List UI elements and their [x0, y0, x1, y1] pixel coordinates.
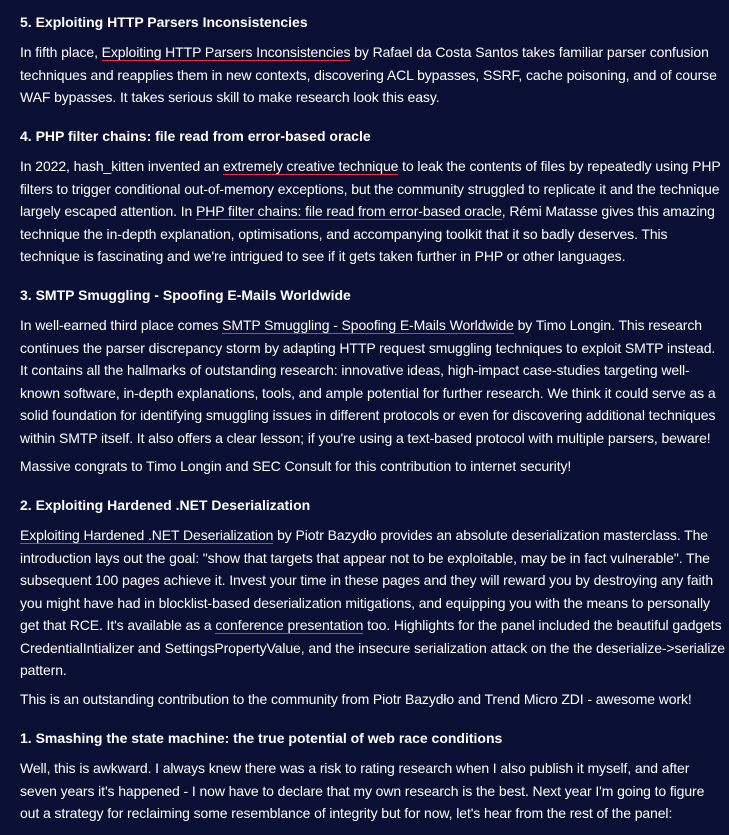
section-paragraph [20, 757, 725, 825]
paragraph-text: In 2022, hash_kitten invented an [20, 158, 223, 174]
paragraph-text: Well, this is awkward. I always knew there was a risk to rating research when I also publish it myself, and after seven years it's happened - I now have to declare that my own research is the best. Next year I'm going to figure out a strategy for reclaiming some resemblance of integrity but for now, let's hear from the rest of the panel: [20, 760, 705, 821]
section-paragraph [20, 524, 725, 682]
article-link[interactable]: conference presentation [215, 617, 364, 633]
section-heading: 1. Smashing the state machine: the true potential of web race conditions [20, 730, 503, 746]
section-5 [20, 14, 725, 109]
article-link[interactable]: extremely creative technique [222, 158, 399, 174]
paragraph-text: Massive congrats to Timo Longin and SEC Consult for this contribution to internet security! [20, 458, 572, 474]
paragraph-text: In fifth place, [20, 44, 102, 60]
section-paragraph [20, 688, 725, 711]
section-paragraph [20, 314, 725, 449]
article-link[interactable]: SMTP Smuggling - Spoofing E-Mails Worldwide [222, 317, 514, 333]
section-4 [20, 128, 725, 268]
article-link[interactable]: Exploiting HTTP Parsers Inconsistencies [101, 44, 351, 60]
paragraph-text: This is an outstanding contribution to the community from Piotr Bazydło and Trend Micro ZDI - awesome work! [20, 690, 692, 707]
paragraph-text: , Rémi Matasse gives this amazing technique the in-depth explanation, optimisations, and accompanying toolkit that it so badly deserves. This technique is fascinating and we're intrigued to see if it gets taken further in PHP or other languages. [20, 203, 715, 264]
section-paragraph [20, 155, 725, 268]
section-3 [20, 287, 725, 478]
section-paragraph [20, 41, 725, 109]
section-2 [20, 497, 725, 710]
paragraph-text: too. Highlights for the panel included the beautiful gadgets CredentialIntializer and SettingsPropertyValue, and the insecure serialization attack on the the deserialize->serialize pattern. [20, 617, 725, 678]
section-heading: 3. SMTP Smuggling - Spoofing E-Mails Worldwide [20, 287, 351, 303]
paragraph-text: by Timo Longin. This research continues the parser discrepancy storm by adapting HTTP request smuggling techniques to exploit SMTP instead. It contains all the hallmarks of outstanding research: innovative ideas, high-impact case-studies targeting well-known software, in-depth explanations, tools, and ample potential for further research. We think it could serve as a solid foundation for identifying smuggling issues in different protocols or even for discovering additional techniques within SMTP itself. It also offers a clear lesson; if you're using a text-based protocol with multiple parsers, beware! [20, 317, 716, 446]
article-link[interactable]: Exploiting Hardened .NET Deserialization [20, 527, 274, 543]
section-paragraph [20, 455, 725, 478]
section-heading: 4. PHP filter chains: file read from error-based oracle [20, 128, 371, 144]
section-1 [20, 730, 725, 825]
section-heading: 5. Exploiting HTTP Parsers Inconsistencies [20, 14, 308, 30]
paragraph-text: by Piotr Bazydło provides an absolute deserialization masterclass. The introduction lays out the goal: "show that targets that appear not to be exploitable, may be in fact vulnerable". The subsequent 100 pages achieve it. Invest your time in these pages and they will reward you by destroying any faith you might have had in blocklist-based deserialization mitigations, and equipping you with the means to personally get that RCE. It's available as a [20, 527, 714, 633]
section-heading: 2. Exploiting Hardened .NET Deserialization [20, 497, 311, 513]
paragraph-text: In well-earned third place comes [20, 317, 223, 333]
paragraph-text: to leak the contents of files by repeatedly using PHP filters to trigger conditional out-of-memory exceptions, but the community struggled to replicate it and the technique largely escaped attention. In [20, 158, 721, 219]
paragraph-text: by Rafael da Costa Santos takes familiar parser confusion techniques and reapplies them in new contexts, discovering ACL bypasses, SSRF, cache poisoning, and of course WAF bypasses. It takes serious skill to make research look this easy. [20, 44, 717, 105]
article-link[interactable]: PHP filter chains: file read from error-based oracle [196, 203, 502, 219]
